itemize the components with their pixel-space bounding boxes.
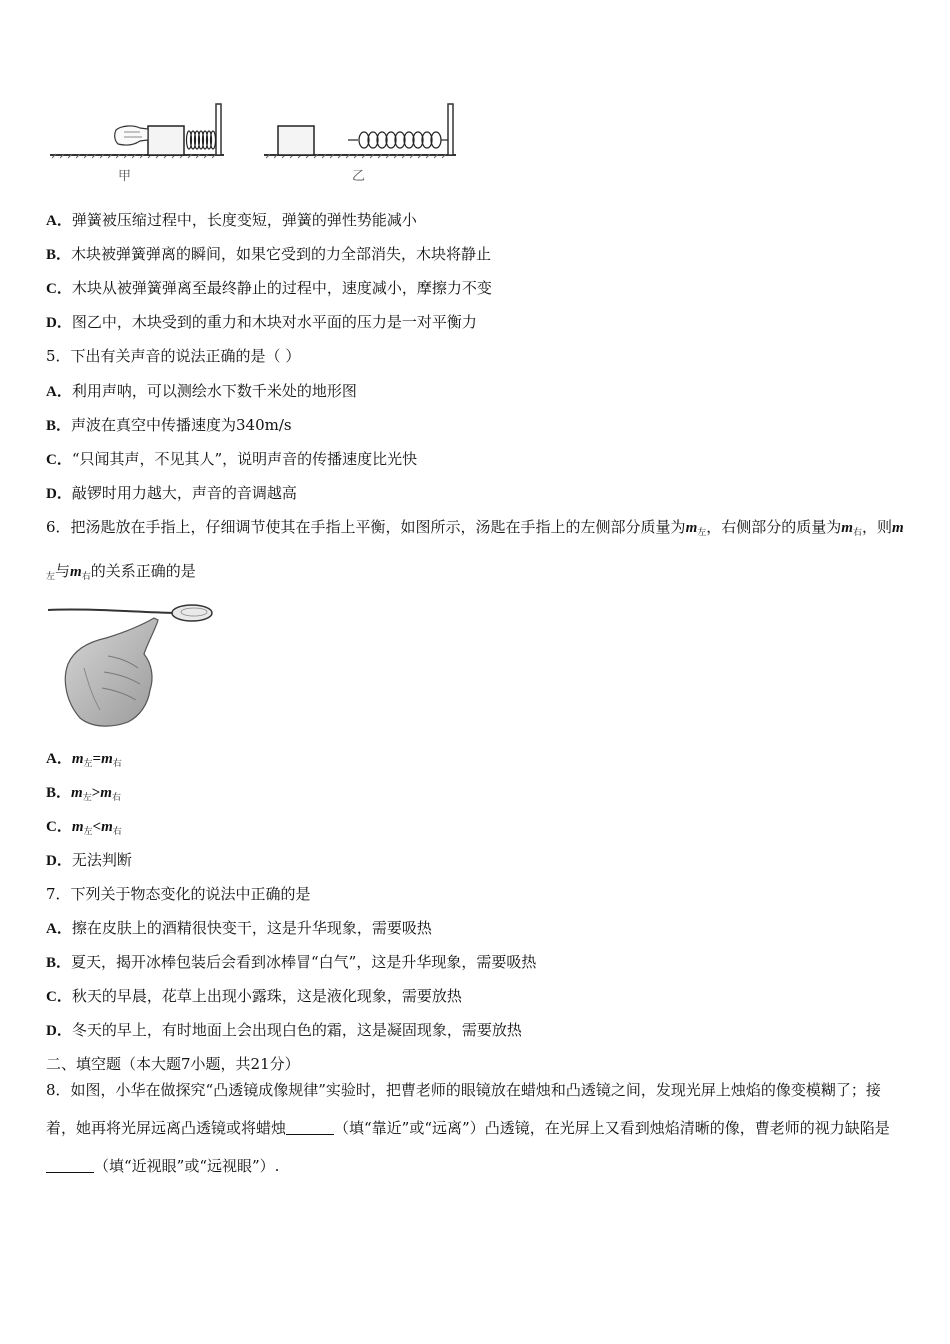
figure-label-jia: 甲 <box>118 169 132 184</box>
q4-option-c: C．木块从被弹簧弹离至最终静止的过程中，速度减小，摩擦力不变 <box>46 279 492 297</box>
q7-option-b: B．夏天，揭开冰棒包装后会看到冰棒冒“白气”，这是升华现象，需要吸热 <box>46 953 537 971</box>
figure-label-yi: 乙 <box>352 169 366 184</box>
q5-option-c: C．“只闻其声，不见其人”，说明声音的传播速度比光快 <box>46 450 418 468</box>
q7-option-d: D．冬天的早上，有时地面上会出现白色的霜，这是凝固现象，需要放热 <box>46 1021 522 1039</box>
q4-option-d: D．图乙中，木块受到的重力和木块对水平面的压力是一对平衡力 <box>46 313 477 331</box>
q6-stem: 6．把汤匙放在手指上，仔细调节使其在手指上平衡，如图所示，汤匙在手指上的左侧部分质量为$m_左$，右侧部分的质量为$m_右$，则$m_左$与$m_右$的关系正确的是 <box>46 518 904 582</box>
q7-option-c: C．秋天的早晨，花草上出现小露珠，这是液化现象，需要放热 <box>46 987 462 1005</box>
figure-yi <box>264 104 456 184</box>
q5-option-d: D．敲锣时用力越大，声音的音调越高 <box>46 484 297 502</box>
figure-jia <box>50 104 224 184</box>
q6-option-c: C．$m_左<m_右$ <box>46 819 122 837</box>
q4-option-a: A．弹簧被压缩过程中，长度变短，弹簧的弹性势能减小 <box>46 211 417 229</box>
q8-stem: 8．如图，小华在做探究“凸透镜成像规律”实验时，把曹老师的眼镜放在蜡烛和凸透镜之间，发现光屏上烛焰的像变模糊了；接着，她再将光屏远离凸透镜或将蜡烛 （填“靠近”或“远离”）凸透镜，在光屏上又看到烛焰清晰的像，曹老师的视力缺陷是（填“近视眼”或“远视眼”）. <box>46 1081 890 1175</box>
q6-option-a: A．$m_左=m_右$ <box>46 751 122 769</box>
q7-stem: 7．下列关于物态变化的说法中正确的是 <box>46 885 311 903</box>
q8-blank-2[interactable] <box>46 1156 94 1173</box>
q6-option-b: B．$m_左>m_右$ <box>46 785 121 803</box>
q4-option-b: B．木块被弹簧弹离的瞬间，如果它受到的力全部消失，木块将静止 <box>46 245 492 263</box>
spring-block-figure <box>44 98 474 188</box>
q5-option-a: A．利用声呐，可以测绘水下数千米处的地形图 <box>46 382 357 400</box>
q5-stem: 5．下出有关声音的说法正确的是（ ） <box>46 347 301 365</box>
q6-option-d: D．无法判断 <box>46 851 132 869</box>
q8-blank-1[interactable] <box>286 1118 334 1135</box>
spoon-on-finger-figure <box>44 598 216 730</box>
section-2-title: 二、填空题（本大题7小题，共21分） <box>46 1055 300 1073</box>
q7-option-a: A．擦在皮肤上的酒精很快变干，这是升华现象，需要吸热 <box>46 919 432 937</box>
q5-option-b: B．声波在真空中传播速度为340m/s <box>46 416 292 434</box>
